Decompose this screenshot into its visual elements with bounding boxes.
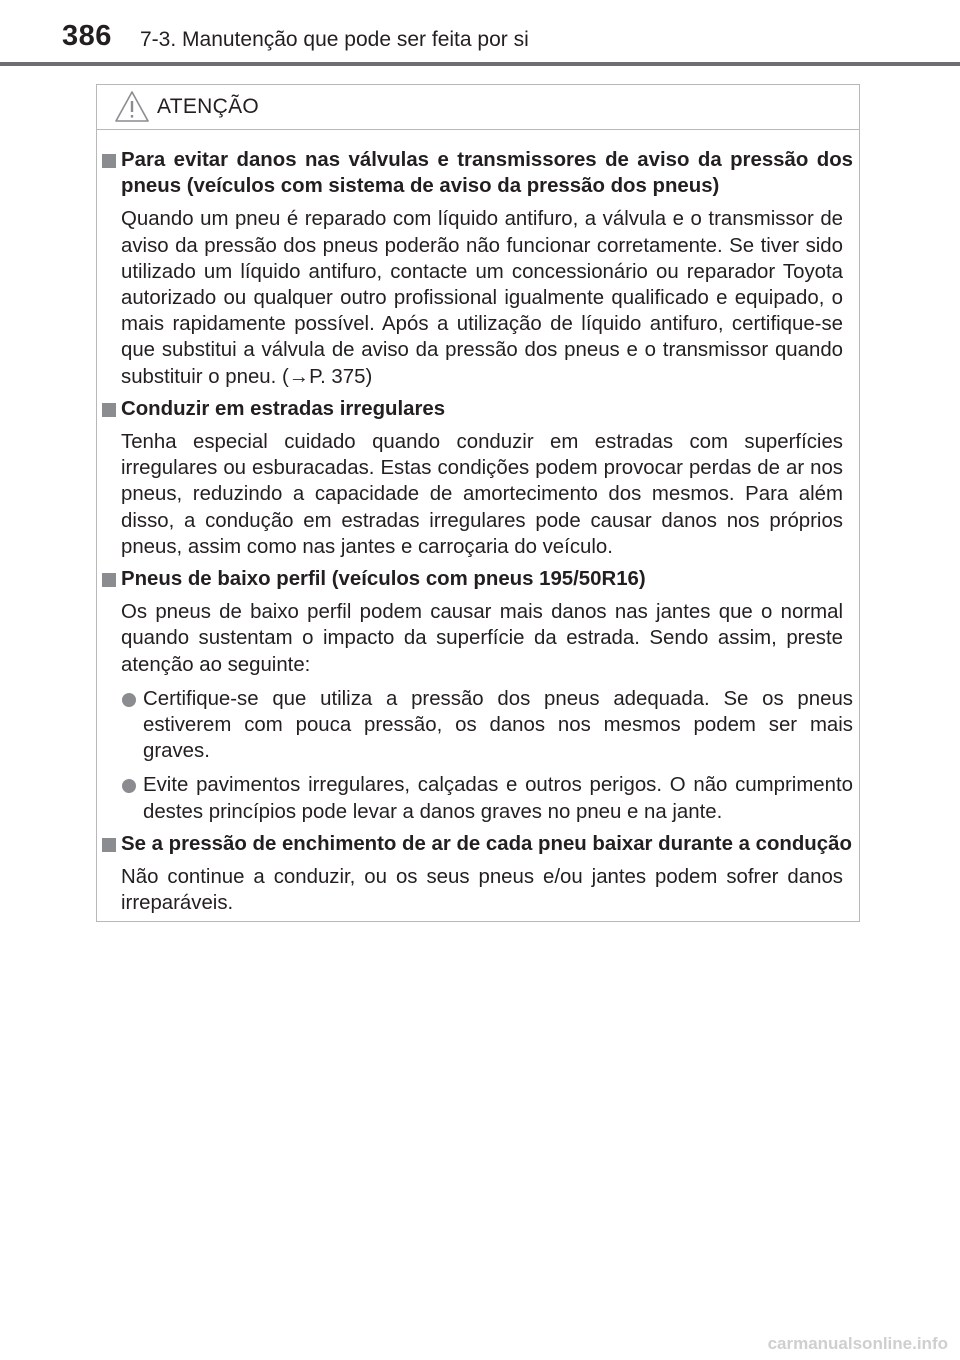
page-header xyxy=(0,0,960,66)
square-bullet-icon xyxy=(102,154,116,168)
warning-item xyxy=(97,147,859,390)
watermark-logo: carmanualsonline.info xyxy=(767,1334,948,1353)
header-rule xyxy=(0,62,960,66)
warning-item-title: Conduzir em estradas irregulares xyxy=(97,396,859,422)
warning-item xyxy=(97,396,859,560)
bullet-item: Evite pavimentos irregulares, calçadas e outros perigos. O não cumprimento destes princípios pode levar a danos graves no pneu e na jante. xyxy=(97,772,859,824)
warning-content xyxy=(97,147,859,922)
warning-item-body: Tenha especial cuidado quando conduzir em estradas com superfícies irregulares ou esburacadas. Estas condições podem provocar perdas de ar nos pneus, reduzindo a capacidade de amortecimento dos mesmos. Para além disso, a condução em estradas irregulares pode causar danos nos próprios pneus, assim como nas jantes e carroçaria do veículo. xyxy=(121,431,843,558)
warning-item-title: Se a pressão de enchimento de ar de cada pneu baixar durante a condução xyxy=(97,831,859,857)
bullet-item: Certifique-se que utiliza a pressão dos pneus adequada. Se os pneus estiverem com pouca pressão, os danos nos mesmos podem ser mais graves. xyxy=(97,686,859,765)
warning-item-body: Não continue a conduzir, ou os seus pneus e/ou jantes podem sofrer danos irreparáveis. xyxy=(121,866,843,915)
warning-header xyxy=(97,85,859,129)
warning-item xyxy=(97,566,859,825)
page-number: 386 xyxy=(62,20,112,52)
warning-triangle-icon xyxy=(114,90,150,124)
warning-header-rule xyxy=(97,129,859,130)
section-title: 7-3. Manutenção que pode ser feita por si xyxy=(140,28,529,51)
round-bullet-icon xyxy=(122,693,136,707)
warning-item-body: Os pneus de baixo perfil podem causar mais danos nas jantes que o normal quando sustentam o impacto da superfície da estrada. Sendo assim, preste atenção ao seguinte: xyxy=(121,601,843,676)
warning-title: ATENÇÃO xyxy=(157,95,260,118)
round-bullet-icon xyxy=(122,779,136,793)
square-bullet-icon xyxy=(102,838,116,852)
square-bullet-icon xyxy=(102,403,116,417)
warning-item-title: Pneus de baixo perfil (veículos com pneus 195/50R16) xyxy=(97,566,859,592)
warning-box xyxy=(96,84,860,922)
warning-item xyxy=(97,831,859,917)
square-bullet-icon xyxy=(102,573,116,587)
warning-item-title: Para evitar danos nas válvulas e transmissores de aviso da pressão dos pneus (veículos com sistema de aviso da pressão dos pneus) xyxy=(97,147,859,199)
warning-item-body: Quando um pneu é reparado com líquido antifuro, a válvula e o transmissor de aviso da pressão dos pneus poderão não funcionar corretamente. Se tiver sido utilizado um líquido antifuro, contacte um concessionário ou reparador Toyota autorizado ou qualquer outro profissional igualmente qualificado e equipado, o mais rapidamente possível. Após a utilização de líquido antifuro, certifique-se que substitui a válvula de aviso da pressão dos pneus e o transmissor quando substituir o pneu. (→P. 375) xyxy=(121,208,843,388)
